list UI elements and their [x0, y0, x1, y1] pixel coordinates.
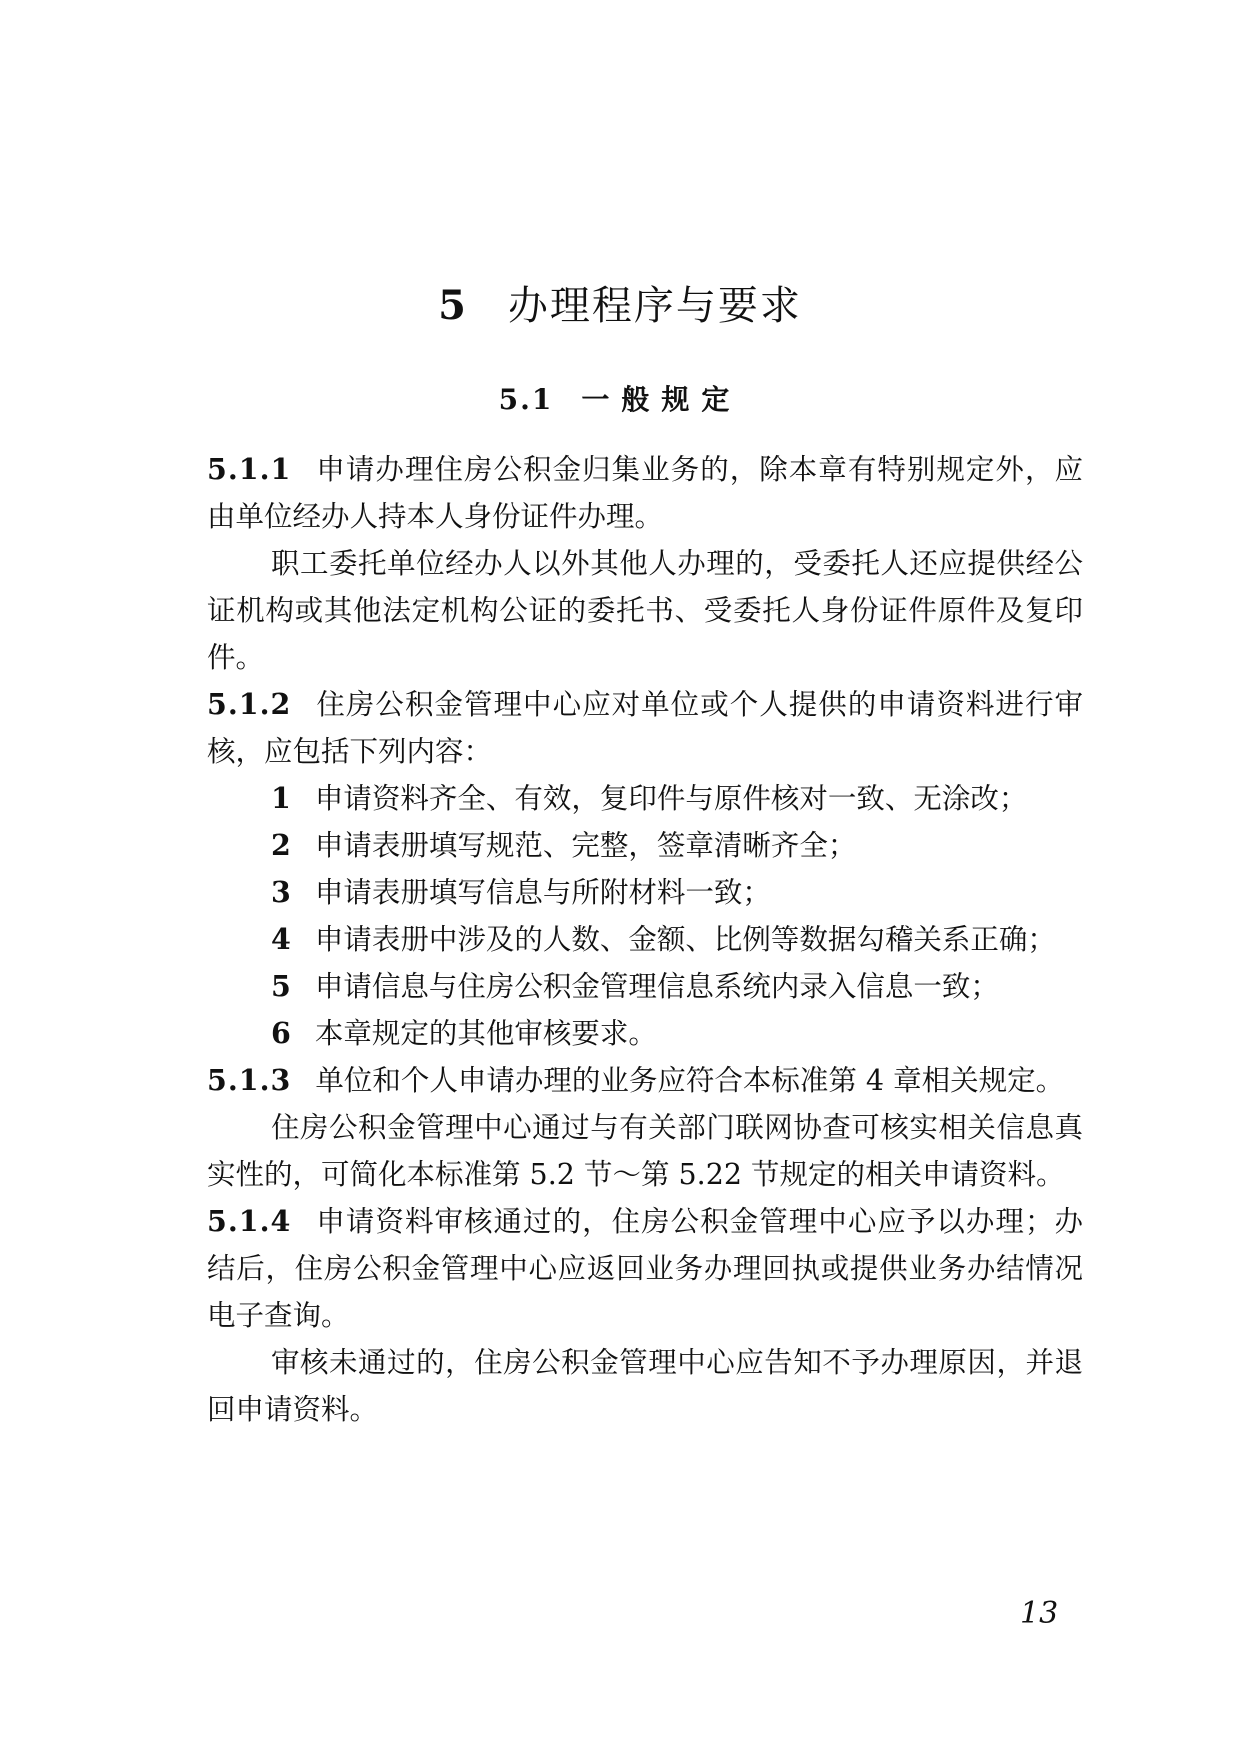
item-number: 4 [271, 922, 291, 956]
item-number: 5 [271, 969, 291, 1003]
item-number: 1 [271, 781, 291, 815]
list-item [207, 775, 1083, 822]
clause-text: 申请办理住房公积金归集业务的，除本章有特别规定外，应由单位经办人持本人身份证件办理。 [207, 453, 1083, 533]
item-number: 6 [271, 1016, 291, 1050]
page-number: 13 [1020, 1596, 1059, 1631]
clause-number: 5.1.3 [207, 1063, 292, 1097]
list-item [207, 869, 1083, 916]
item-text: 申请表册填写规范、完整，签章清晰齐全； [314, 829, 857, 862]
list-item [207, 916, 1083, 963]
item-text: 申请资料齐全、有效，复印件与原件核对一致、无涂改； [314, 782, 1028, 815]
clause-number: 5.1.1 [207, 452, 292, 486]
paragraph [207, 1104, 1083, 1198]
clause-5-1-3 [207, 1057, 1083, 1104]
chapter-title-text: 办理程序与要求 [507, 283, 802, 329]
paragraph [207, 540, 1083, 681]
clause-number: 5.1.2 [207, 687, 292, 721]
item-number: 2 [271, 828, 291, 862]
clause-5-1-1 [207, 446, 1083, 540]
clause-number: 5.1.4 [207, 1204, 292, 1238]
section-title [0, 378, 1240, 422]
item-text: 申请表册填写信息与所附材料一致； [314, 876, 771, 909]
list-item [207, 822, 1083, 869]
list-item [207, 963, 1083, 1010]
item-number: 3 [271, 875, 291, 909]
chapter-number: 5 [438, 282, 468, 329]
clause-text: 申请资料审核通过的，住房公积金管理中心应予以办理；办结后，住房公积金管理中心应返回业务办理回执或提供业务办结情况电子查询。 [207, 1205, 1083, 1332]
clause-5-1-2 [207, 681, 1083, 775]
list-item [207, 1010, 1083, 1057]
clause-5-1-4 [207, 1198, 1083, 1339]
section-title-text: 一般规定 [581, 383, 742, 416]
body-text [207, 446, 1083, 1433]
chapter-title [0, 278, 1240, 334]
section-number: 5.1 [498, 383, 554, 416]
paragraph-text: 职工委托单位经办人以外其他人办理的，受委托人还应提供经公证机构或其他法定机构公证的委托书、受委托人身份证件原件及复印件。 [207, 547, 1083, 674]
clause-text: 住房公积金管理中心应对单位或个人提供的申请资料进行审核，应包括下列内容： [207, 688, 1083, 768]
clause-text: 单位和个人申请办理的业务应符合本标准第 4 章相关规定。 [315, 1064, 1065, 1097]
item-text: 本章规定的其他审核要求。 [314, 1017, 657, 1050]
paragraph-text: 住房公积金管理中心通过与有关部门联网协查可核实相关信息真实性的，可简化本标准第 5.2 节～第 5.22 节规定的相关申请资料。 [207, 1111, 1083, 1191]
paragraph [207, 1339, 1083, 1433]
item-text: 申请信息与住房公积金管理信息系统内录入信息一致； [314, 970, 999, 1003]
item-text: 申请表册中涉及的人数、金额、比例等数据勾稽关系正确； [314, 923, 1056, 956]
paragraph-text: 审核未通过的，住房公积金管理中心应告知不予办理原因，并退回申请资料。 [207, 1346, 1083, 1426]
